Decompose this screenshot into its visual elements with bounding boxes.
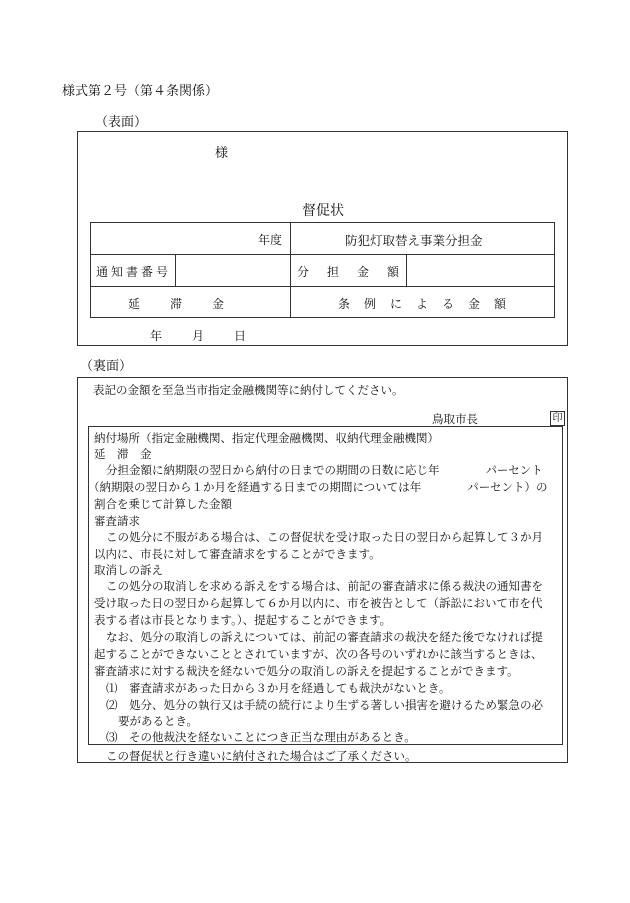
delinquency-text-1: 分担金額に納期限の翌日から納付の日までの期間の日数に応じ年 パーセント	[106, 463, 543, 477]
date-line: 年 月 日	[150, 329, 249, 343]
project-name: 防犯灯取替え事業分担金	[345, 233, 483, 248]
revocation-suit-text-2: 受け取った日の翌日から起算して６か月以内に、市を被告として（訴訟において市を代	[94, 596, 543, 610]
delinquency-charge-label: 延 滞 金	[128, 297, 227, 311]
revocation-suit-text-3: 表する者は市長となります。）、提起することができます。	[94, 613, 392, 627]
note-text-2: 起することができないこととされていますが、次の各号のいずれかに該当するときは、	[94, 647, 543, 661]
ordinance-amount-label: 条 例 に よ る 金 額	[338, 297, 508, 311]
delinquency-text-2: （納期限の翌日から１か月を経過する日までの期間については年 パーセント）の	[88, 480, 548, 494]
payment-place: 納付場所（指定金融機関、指定代理金融機関、収納代理金融機関）	[94, 431, 439, 445]
exception-item-1: ⑴ 審査請求があった日から３か月を経過しても裁決がないとき。	[106, 681, 451, 695]
review-request-text-1: この処分に不服がある場合は、この督促状を受け取った日の翌日から起算して３か月	[106, 530, 543, 544]
revocation-suit-text-1: この処分の取消しを求める訴えをする場合は、前記の審査請求に係る裁決の通知書を	[106, 579, 543, 593]
notice-number-label: 通知書番号	[96, 265, 172, 279]
notice-title: 督促状	[302, 203, 344, 219]
official-seal-mark: 印	[550, 411, 565, 426]
revocation-suit-heading: 取消しの訴え	[94, 563, 163, 577]
note-text-1: なお、処分の取消しの訴えについては、前記の審査請求の裁決を経た後でなければ提	[106, 630, 543, 644]
exception-item-2-cont: 要があるとき。	[118, 714, 199, 728]
burden-amount-label: 分 担 金 額	[297, 265, 403, 279]
mayor-title: 鳥取市長	[432, 412, 478, 426]
front-side-label: （表面）	[95, 115, 148, 130]
exception-item-3: ⑶ その他裁決を経ないことにつき正当な理由があるとき。	[106, 730, 416, 744]
addressee-honorific: 様	[215, 146, 229, 161]
review-request-heading: 審査請求	[94, 514, 140, 528]
note-text-3: 審査請求に対する裁決を経ないで処分の取消しの訴えを提起することができます。	[94, 664, 519, 678]
delinquency-text-3: 割合を乗じて計算した金額	[94, 497, 232, 511]
fiscal-year-label: 年度	[258, 233, 283, 247]
form-number-title: 様式第２号（第４条関係）	[62, 84, 219, 99]
payment-request-text: 表記の金額を至急当市指定金融機関等に納付してください。	[93, 383, 404, 397]
delinquency-heading: 延 滞 金	[94, 447, 152, 461]
back-side-label: （裏面）	[80, 359, 133, 374]
footer-note: この督促状と行き違いに納付された場合はご了承ください。	[106, 749, 417, 763]
review-request-text-2: 以内に、市長に対して審査請求をすることができます。	[94, 547, 381, 561]
exception-item-2: ⑵ 処分、処分の執行又は手続の続行により生ずる著しい損害を避けるため緊急の必	[106, 698, 543, 712]
